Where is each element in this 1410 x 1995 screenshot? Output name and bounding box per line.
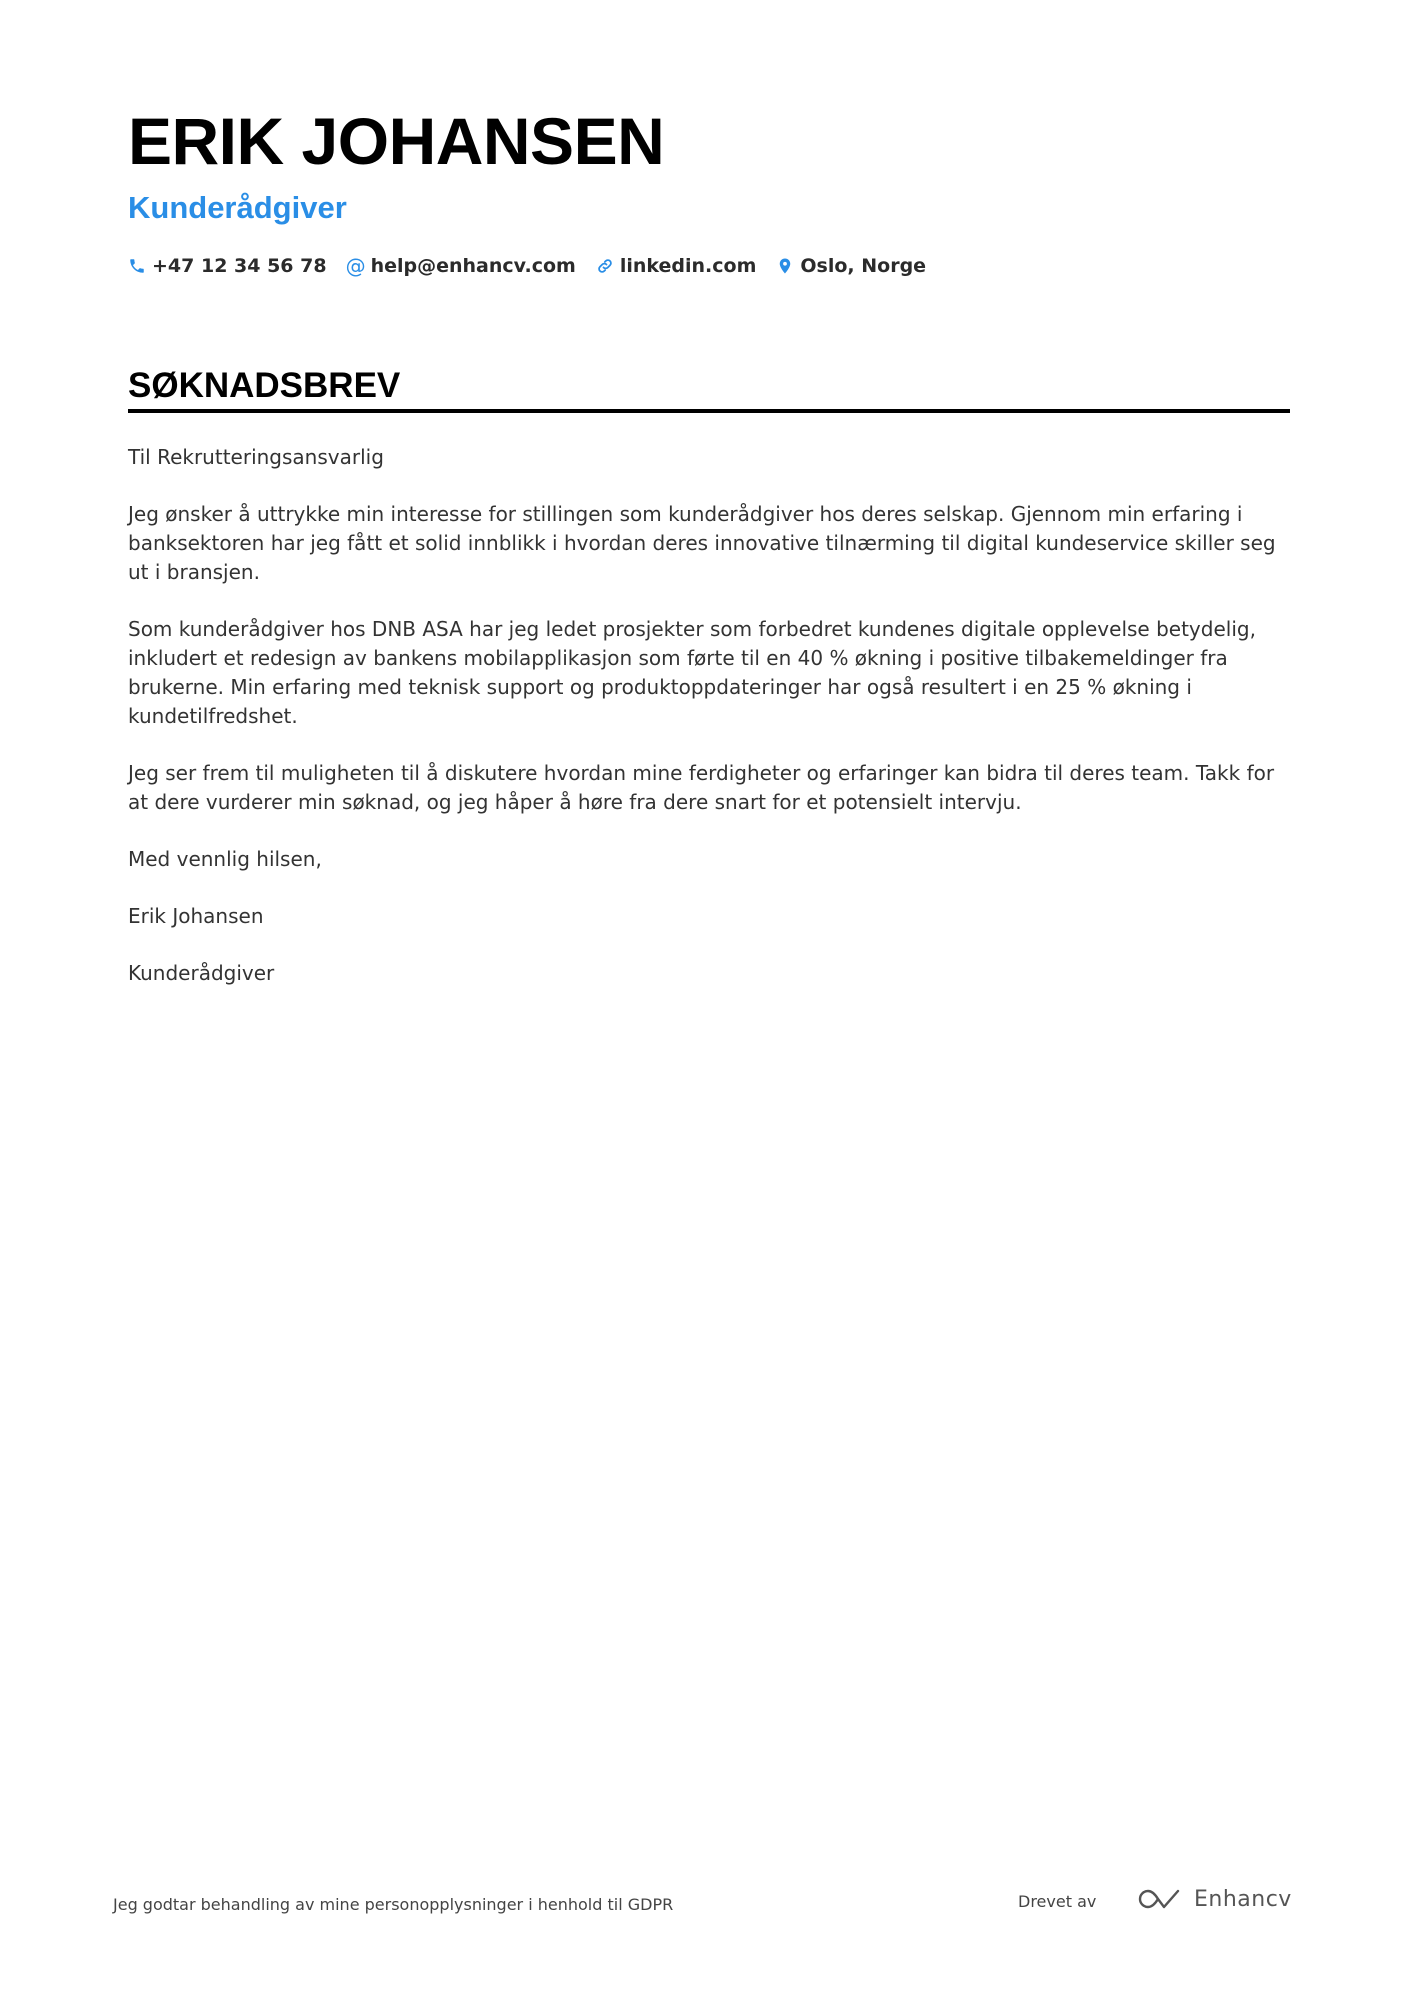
contact-email[interactable]: [347, 255, 576, 277]
brand-link[interactable]: [1138, 1886, 1292, 1912]
phone-text: +47 12 34 56 78: [152, 255, 327, 277]
letter-greeting: Til Rekrutteringsansvarlig: [128, 445, 384, 469]
location-text: Oslo, Norge: [800, 255, 927, 277]
contact-phone[interactable]: [128, 255, 327, 277]
letter-paragraph: Jeg ønsker å uttrykke min interesse for stillingen som kunderådgiver hos deres selskap. Gjennom min erfaring i banksektoren har jeg fått et solid innblikk i hvordan deres innovative tilnærming til digital kundeservice skiller seg ut i bransjen.: [128, 502, 1276, 584]
phone-icon: [128, 257, 146, 275]
at-icon: @: [345, 254, 366, 278]
linkedin-text: linkedin.com: [619, 255, 757, 277]
signature-name: Erik Johansen: [128, 904, 264, 928]
section-divider: [128, 409, 1290, 413]
enhancv-logo-icon: [1138, 1886, 1184, 1912]
contact-location: [776, 255, 926, 277]
powered-by-label: Drevet av: [1018, 1892, 1097, 1911]
letter-paragraph: Som kunderådgiver hos DNB ASA har jeg ledet prosjekter som forbedret kundenes digitale opplevelse betydelig, inkludert et redesign av bankens mobilapplikasjon som førte til en 40 % økning i positive tilbakemeldinger fra brukerne. Min erfaring med teknisk support og produktoppdateringer har også resultert i en 25 % økning i kundetilfredshet.: [128, 617, 1256, 728]
brand-name: Enhancv: [1194, 1886, 1292, 1912]
letter-body: [128, 443, 1290, 1016]
letter-closing: Med vennlig hilsen,: [128, 847, 322, 871]
map-pin-icon: [776, 257, 794, 275]
letter-paragraph: Jeg ser frem til muligheten til å diskutere hvordan mine ferdigheter og erfaringer kan bidra til deres team. Takk for at dere vurderer min søknad, og jeg håper å høre fra dere snart for et potensielt intervju.: [128, 761, 1275, 814]
section-heading: SØKNADSBREV: [128, 366, 401, 405]
link-icon: [596, 257, 614, 275]
gdpr-consent-note: Jeg godtar behandling av mine personopplysninger i henhold til GDPR: [113, 1895, 674, 1914]
contact-bar: [128, 255, 926, 277]
signature-title: Kunderådgiver: [128, 961, 275, 985]
candidate-name: ERIK JOHANSEN: [128, 104, 665, 178]
job-title: Kunderådgiver: [128, 190, 347, 225]
email-text: help@enhancv.com: [370, 255, 576, 277]
contact-linkedin[interactable]: [596, 255, 757, 277]
